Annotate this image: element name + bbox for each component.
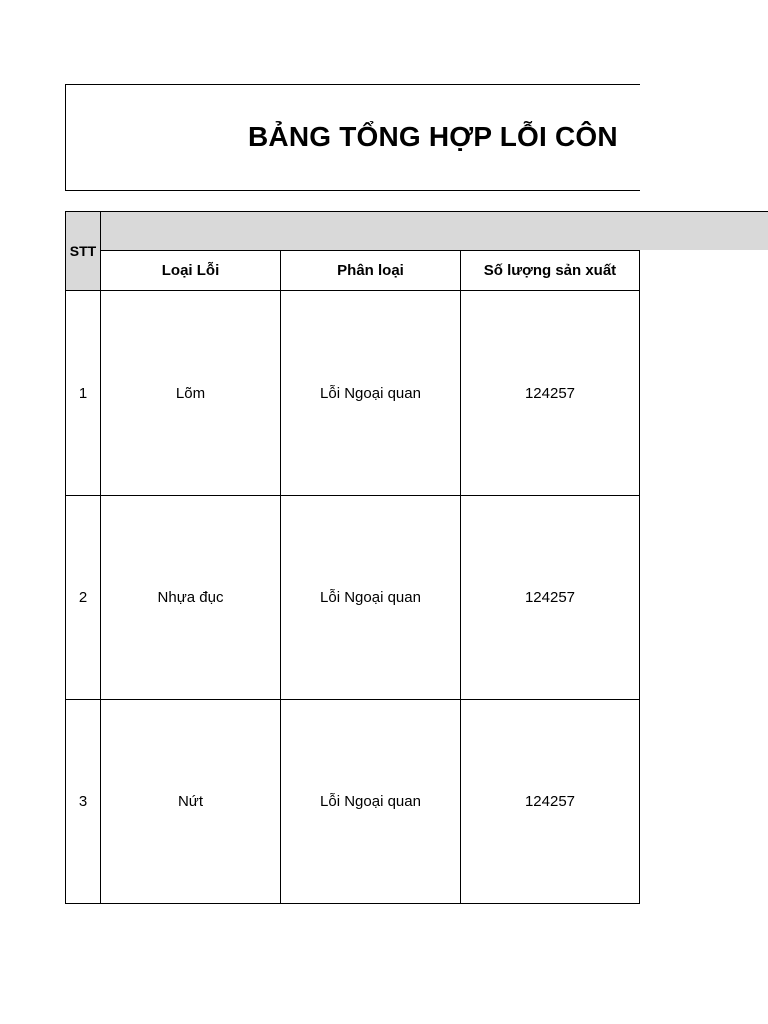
table-row-2-so-luong: 124257 <box>460 495 640 700</box>
page-title: BẢNG TỔNG HỢP LỖI CÔN <box>248 121 618 152</box>
table-row-2-phan-loai: Lỗi Ngoại quan <box>280 495 461 700</box>
header-band <box>100 211 768 250</box>
table-row-2-stt: 2 <box>65 495 101 700</box>
table-row-3-so-luong: 124257 <box>460 699 640 904</box>
table-row-3-loai-loi: Nứt <box>100 699 281 904</box>
table-row-1-loai-loi: Lõm <box>100 290 281 496</box>
table-row-2-loai-loi: Nhựa đục <box>100 495 281 700</box>
table-row-3-stt: 3 <box>65 699 101 904</box>
column-header-stt: STT <box>65 211 101 291</box>
table-row-1-stt: 1 <box>65 290 101 496</box>
table-row-3-phan-loai: Lỗi Ngoại quan <box>280 699 461 904</box>
column-header-so-luong: Số lượng sản xuất <box>460 250 640 291</box>
title-box <box>65 84 640 191</box>
column-header-phan-loai: Phân loại <box>280 250 461 291</box>
column-header-loai-loi: Loại Lỗi <box>100 250 281 291</box>
table-row-1-so-luong: 124257 <box>460 290 640 496</box>
table-row-1-phan-loai: Lỗi Ngoại quan <box>280 290 461 496</box>
